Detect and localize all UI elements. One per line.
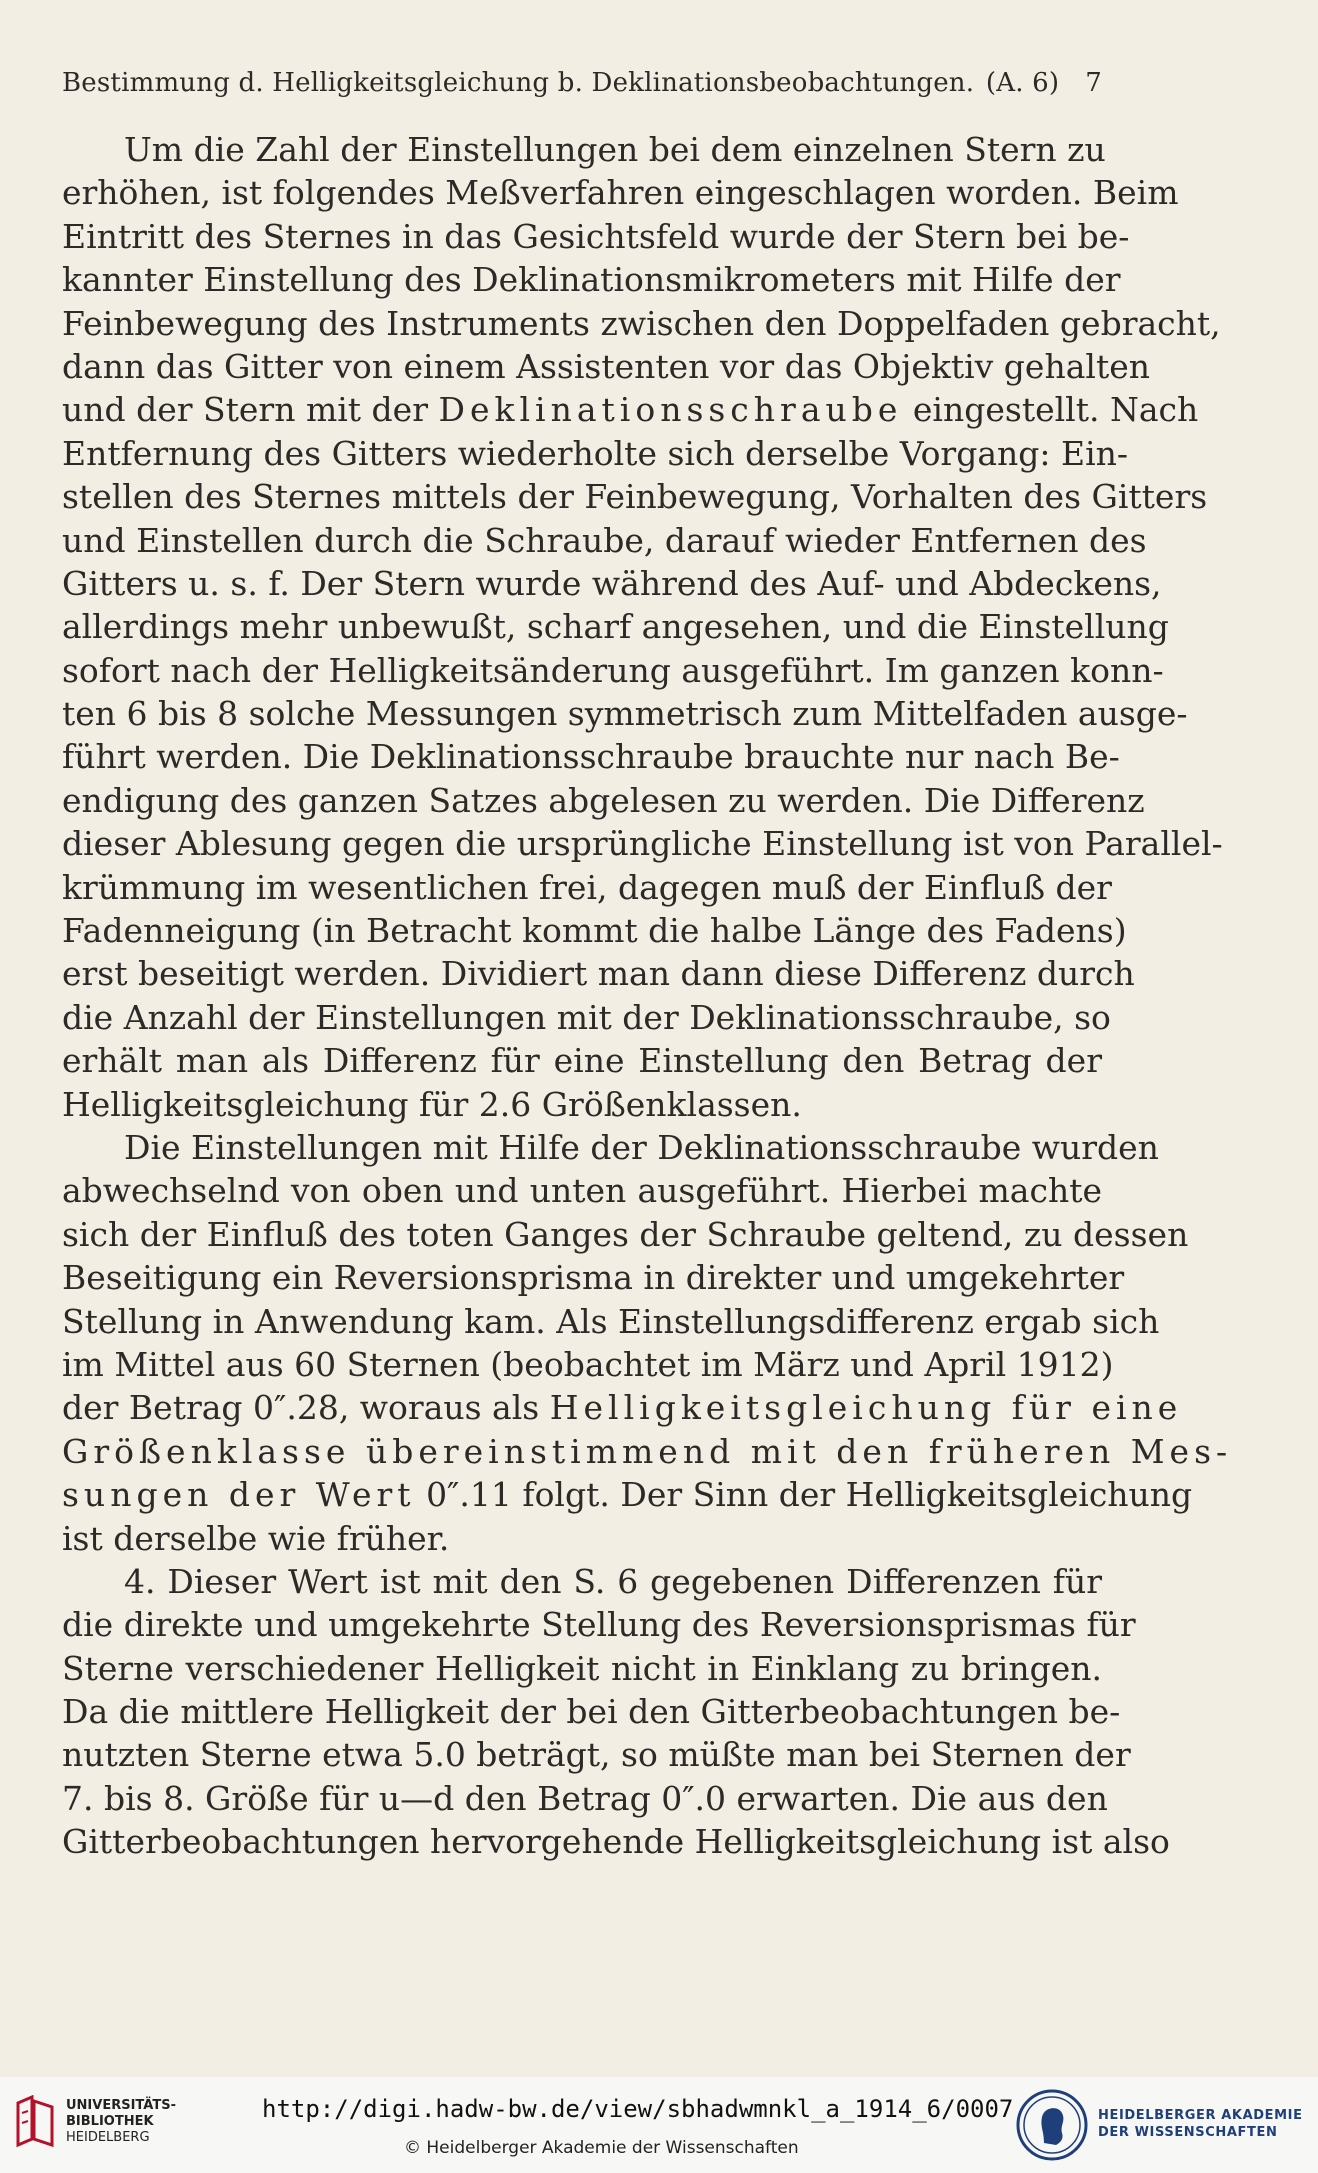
text-line: kannter Einstellung des Deklinationsmikrometers mit Hilfe der bbox=[62, 260, 1121, 300]
text-fragment: und der Stern mit der bbox=[62, 390, 428, 430]
footer-bar bbox=[0, 2077, 1318, 2173]
text-line: Größenklasse übereinstimmend mit den früheren Mes- bbox=[62, 1431, 1233, 1471]
text-line bbox=[62, 1386, 1183, 1429]
text-fragment: 0″.11 folgt. Der Sinn der Helligkeitsgleichung bbox=[426, 1475, 1193, 1515]
page-number: 7 bbox=[1085, 68, 1102, 98]
emphasized-term: Helligkeitsgleichung für eine bbox=[549, 1388, 1183, 1428]
text-line: Gitters u. s. f. Der Stern wurde während des Auf- und Abdeckens, bbox=[62, 563, 1162, 603]
academy-seal-icon bbox=[1014, 2087, 1090, 2163]
text-line: Beseitigung ein Reversionsprisma in direkter und umgekehrter bbox=[62, 1258, 1125, 1298]
text-line: Gitterbeobachtungen hervorgehende Helligkeitsgleichung ist also bbox=[62, 1822, 1170, 1862]
text-line bbox=[62, 1473, 1193, 1516]
text-line: allerdings mehr unbewußt, scharf angesehen, und die Einstellung bbox=[62, 607, 1169, 647]
text-line: endigung des ganzen Satzes abgelesen zu werden. Die Differenz bbox=[62, 780, 1145, 820]
text-line: erst beseitigt werden. Dividiert man dann diese Differenz durch bbox=[62, 954, 1135, 994]
university-library-icon bbox=[14, 2095, 58, 2149]
text-line: Sterne verschiedener Helligkeit nicht in Einklang zu bringen. bbox=[62, 1648, 1102, 1688]
text-line: die direkte und umgekehrte Stellung des Reversionsprismas für bbox=[62, 1605, 1136, 1645]
text-line: Um die Zahl der Einstellungen bei dem einzelnen Stern zu bbox=[124, 130, 1106, 169]
text-line: Stellung in Anwendung kam. Als Einstellungsdifferenz ergab sich bbox=[62, 1301, 1160, 1341]
text-line: und Einstellen durch die Schraube, darauf wieder Entfernen des bbox=[62, 520, 1147, 560]
emphasized-term: sungen der Wert bbox=[62, 1475, 416, 1515]
running-header bbox=[62, 68, 1102, 98]
text-line: 4. Dieser Wert ist mit den S. 6 gegebenen Differenzen für bbox=[124, 1561, 1102, 1601]
running-title: Bestimmung d. Helligkeitsgleichung b. Deklinationsbeobachtungen. bbox=[62, 68, 975, 98]
academy-name bbox=[1098, 2107, 1303, 2141]
text-line: nutzten Sterne etwa 5.0 beträgt, so müßte man bei Sternen der bbox=[62, 1735, 1131, 1775]
text-line: sofort nach der Helligkeitsänderung ausgeführt. Im ganzen konn- bbox=[62, 650, 1164, 690]
text-line: sich der Einfluß des toten Ganges der Schraube geltend, zu dessen bbox=[62, 1214, 1189, 1254]
text-line: abwechselnd von oben und unten ausgeführt. Hierbei machte bbox=[62, 1171, 1102, 1211]
text-line: erhält man als Differenz für eine Einstellung den Betrag der bbox=[62, 1041, 1102, 1081]
text-line: krümmung im wesentlichen frei, dagegen muß der Einfluß der bbox=[62, 867, 1112, 907]
text-line: Entfernung des Gitters wiederholte sich derselbe Vorgang: Ein- bbox=[62, 433, 1129, 473]
copyright-notice: © Heidelberger Akademie der Wissenschaften bbox=[404, 2138, 799, 2158]
text-line: stellen des Sternes mittels der Feinbewegung, Vorhalten des Gitters bbox=[62, 477, 1208, 517]
university-library-logo[interactable] bbox=[14, 2095, 176, 2149]
text-line: führt werden. Die Deklinationsschraube brauchte nur nach Be- bbox=[62, 737, 1120, 777]
text-line bbox=[62, 388, 1199, 431]
text-line: ten 6 bis 8 solche Messungen symmetrisch zum Mittelfaden ausge- bbox=[62, 694, 1188, 734]
body-text bbox=[62, 128, 1233, 1864]
section-number: (A. 6) bbox=[985, 68, 1060, 98]
text-line: ist derselbe wie früher. bbox=[62, 1518, 450, 1558]
academy-seal-logo[interactable] bbox=[1014, 2087, 1090, 2167]
text-line: Helligkeitsgleichung für 2.6 Größenklassen. bbox=[62, 1084, 802, 1124]
text-line: dieser Ablesung gegen die ursprüngliche Einstellung ist von Parallel- bbox=[62, 824, 1223, 864]
text-line: erhöhen, ist folgendes Meßverfahren eingeschlagen worden. Beim bbox=[62, 173, 1179, 213]
ub-name-line3: HEIDELBERG bbox=[66, 2130, 150, 2145]
text-line: Feinbewegung des Instruments zwischen den Doppelfaden gebracht, bbox=[62, 303, 1221, 343]
text-line: 7. bis 8. Größe für u—d den Betrag 0″.0 erwarten. Die aus den bbox=[62, 1778, 1108, 1818]
text-line: Die Einstellungen mit Hilfe der Deklinationsschraube wurden bbox=[124, 1127, 1159, 1167]
ub-name-line1: UNIVERSITÄTS- bbox=[66, 2098, 176, 2113]
permalink-url[interactable]: http://digi.hadw-bw.de/view/sbhadwmnkl_a_1914_6/0007 bbox=[262, 2095, 1014, 2123]
ub-name-line2: BIBLIOTHEK bbox=[66, 2114, 154, 2129]
text-line: Eintritt des Sternes in das Gesichtsfeld wurde der Stern bei be- bbox=[62, 216, 1130, 256]
text-line: im Mittel aus 60 Sternen (beobachtet im März und April 1912) bbox=[62, 1344, 1114, 1384]
text-line: dann das Gitter von einem Assistenten vor das Objektiv gehalten bbox=[62, 346, 1150, 386]
text-line: Da die mittlere Helligkeit der bei den Gitterbeobachtungen be- bbox=[62, 1692, 1121, 1732]
emphasized-term: Deklinationsschraube bbox=[438, 390, 903, 430]
academy-name-line2: DER WISSENSCHAFTEN bbox=[1098, 2125, 1278, 2140]
text-fragment: eingestellt. Nach bbox=[912, 390, 1199, 430]
text-fragment: der Betrag 0″.28, woraus als bbox=[62, 1388, 540, 1428]
text-line: Fadenneigung (in Betracht kommt die halbe Länge des Fadens) bbox=[62, 911, 1127, 951]
academy-name-line1: HEIDELBERGER AKADEMIE bbox=[1098, 2108, 1303, 2123]
text-line: die Anzahl der Einstellungen mit der Deklinationsschraube, so bbox=[62, 997, 1111, 1037]
